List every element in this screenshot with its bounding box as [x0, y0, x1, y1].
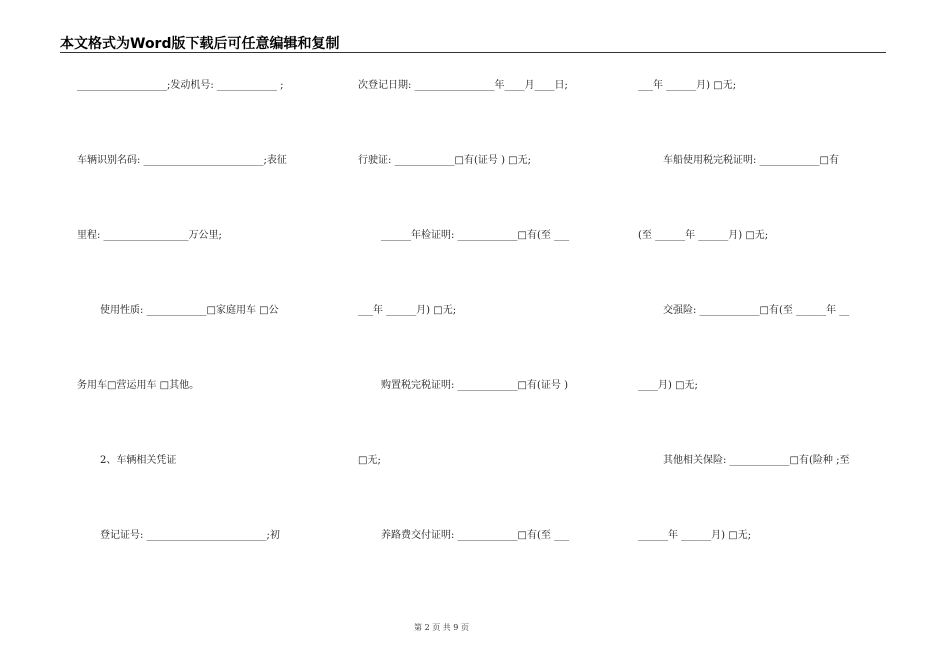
- registration-number-line: 登记证号: ________________________;初: [100, 530, 280, 541]
- annual-inspection-continued: ___年 ______月) □无;: [358, 305, 457, 316]
- mileage-line: 里程: _________________万公里;: [77, 230, 222, 241]
- engine-number-line: __________________;发动机号: ____________ ;: [77, 80, 284, 91]
- header-divider: [60, 52, 886, 53]
- other-insurance-line: 其他相关保险: ____________□有(险种 ;至: [663, 455, 850, 466]
- compulsory-insurance-line: 交强险: ____________□有(至 ______年 __: [663, 305, 850, 316]
- vin-line: 车辆识别名码: ________________________;表征: [77, 155, 287, 166]
- purchase-tax-continued: □无;: [358, 455, 381, 466]
- section-heading-vehicle-documents: 2、车辆相关凭证: [100, 455, 177, 466]
- driving-license-line: 行驶证: ____________□有(证号 ) □无;: [358, 155, 531, 166]
- road-maintenance-fee-line: 养路费交付证明: ____________□有(至 ___: [381, 530, 570, 541]
- page-number-footer: 第 2 页 共 9 页: [414, 623, 469, 632]
- vehicle-vessel-tax-line: 车船使用税完税证明: ____________□有: [663, 155, 839, 166]
- driving-license-date-continued: ___年 ______月) □无;: [638, 80, 737, 91]
- first-registration-date-line: 次登记日期: ________________年____月____日;: [358, 80, 568, 91]
- annual-inspection-line: ______年检证明: ____________□有(至 ___: [381, 230, 570, 241]
- compulsory-insurance-continued: ____月) □无;: [638, 380, 698, 391]
- usage-type-line: 使用性质: ____________□家庭用车 □公: [100, 305, 279, 316]
- document-header-title: 本文格式为Word版下载后可任意编辑和复制: [60, 36, 340, 52]
- usage-type-continued: 务用车□营运用车 □其他。: [77, 380, 200, 391]
- other-insurance-continued: ______年 ______月) □无;: [638, 530, 752, 541]
- vehicle-vessel-tax-continued: (至 ______年 ______月) □无;: [638, 230, 769, 241]
- purchase-tax-line: 购置税完税证明: ____________□有(证号 ): [381, 380, 568, 391]
